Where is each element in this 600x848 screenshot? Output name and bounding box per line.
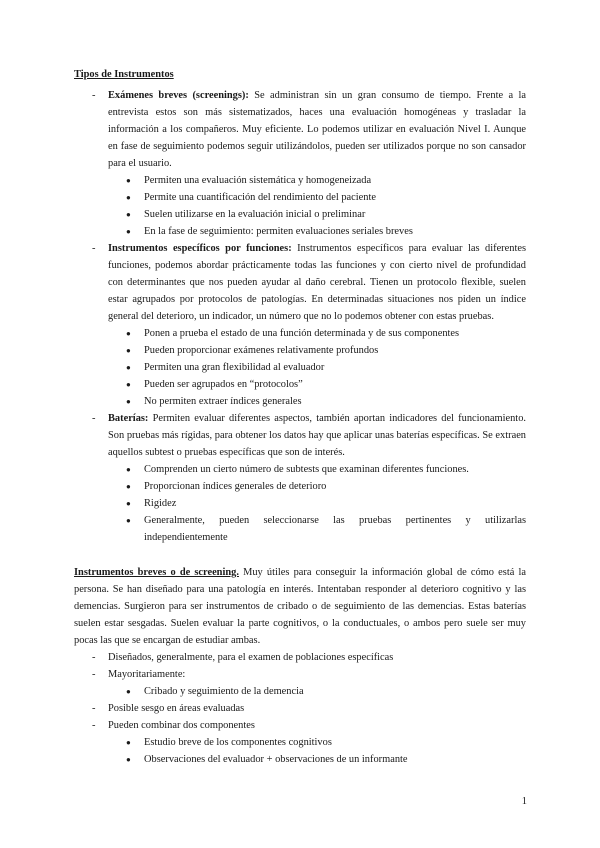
item-text: Pueden combinar dos componentes — [108, 720, 255, 731]
list-item — [74, 87, 526, 240]
bullet-list — [108, 172, 526, 240]
item-text: Posible sesgo en áreas evaluadas — [108, 703, 245, 714]
list-item — [74, 717, 526, 768]
bullet-item: ● Suelen utilizarse en la evaluación inicial o preliminar — [108, 206, 526, 223]
instrument-types-list — [74, 87, 526, 546]
bullet-item: ● Proporcionan índices generales de deterioro — [108, 478, 526, 495]
page-content — [74, 66, 526, 768]
list-item — [74, 666, 526, 700]
bullet-list — [108, 461, 526, 546]
list-item — [74, 700, 526, 717]
item-lead: Exámenes breves (screenings): — [108, 90, 249, 101]
list-item — [74, 240, 526, 410]
section-title: Tipos de Instrumentos — [74, 69, 174, 80]
bullet-item: ● Generalmente, pueden seleccionarse las pruebas pertinentes y utilizarlas independientemente — [108, 512, 526, 546]
section-spacer — [74, 546, 526, 564]
paragraph-lead: Instrumentos breves o de screening. — [74, 567, 239, 578]
bullet-list — [108, 683, 526, 700]
item-text: Diseñados, generalmente, para el examen de poblaciones específicas — [108, 652, 394, 663]
bullet-item: ● Permiten una gran flexibilidad al evaluador — [108, 359, 526, 376]
bullet-item: ● Cribado y seguimiento de la demencia — [108, 683, 526, 700]
item-text: Instrumentos específicos para evaluar las diferentes funciones, podemos abordar prácticamente todas las funciones y con cierto nivel de profundidad con determinantes que nos pueden ayudar al daño cerebral. Tienen un protocolo flexible, suelen estar agrupados por protocolos de patologías. En determinadas situaciones nos piden un índice general del deterioro, un indicador, un número que no lo podemos obtener con estas pruebas. — [108, 243, 526, 322]
screening-list — [74, 649, 526, 768]
screening-paragraph — [74, 564, 526, 649]
bullet-item: ● Permiten una evaluación sistemática y homogeneizada — [108, 172, 526, 189]
item-text: Permiten evaluar diferentes aspectos, también aportan indicadores del funcionamiento. Son pruebas más rígidas, para obtener los datos hay que aplicar unas baterías específicas. Se extraen aquellos subtest o pruebas específicas que son de interés. — [108, 413, 526, 458]
list-item — [74, 410, 526, 546]
bullet-item: ● Pueden ser agrupados en “protocolos” — [108, 376, 526, 393]
bullet-item: ● Rigidez — [108, 495, 526, 512]
paragraph-text: Muy útiles para conseguir la información global de cómo está la persona. Se han diseñado para una patología en interés. Intentaban responder al deterioro cognitivo y las demencias. Surgieron para ser instrumentos de cribado o de seguimiento de las demencias. Estas baterías suelen estar sesgadas. Suelen evaluar la parte cognitivos, o la conductuales, o ambos pero suele ser muy pocas las que se encargan de estudiar ambas. — [74, 567, 526, 646]
bullet-item: ● No permiten extraer índices generales — [108, 393, 526, 410]
item-text: Mayoritariamente: — [108, 669, 186, 680]
bullet-list — [108, 325, 526, 410]
list-item — [74, 649, 526, 666]
page-number: 1 — [521, 796, 527, 807]
bullet-item: ● Observaciones del evaluador + observaciones de un informante — [108, 751, 526, 768]
bullet-item: ● En la fase de seguimiento: permiten evaluaciones seriales breves — [108, 223, 526, 240]
bullet-item: ● Comprenden un cierto número de subtests que examinan diferentes funciones. — [108, 461, 526, 478]
bullet-list — [108, 734, 526, 768]
bullet-item: ● Estudio breve de los componentes cognitivos — [108, 734, 526, 751]
item-text: Se administran sin un gran consumo de tiempo. Frente a la entrevista estos son más sistematizados, haces una evaluación homogéneas y trasladar la información a los compañeros. Muy eficiente. Lo podemos utilizar en evaluación Nivel I. Aunque en fase de seguimiento podemos seguir utilizándolos, pueden ser utilizados porque no son cansador para el usuario. — [108, 90, 526, 169]
bullet-item: ● Permite una cuantificación del rendimiento del paciente — [108, 189, 526, 206]
item-lead: Instrumentos específicos por funciones: — [108, 243, 292, 254]
item-lead: Baterías: — [108, 413, 149, 424]
bullet-item: ● Ponen a prueba el estado de una función determinada y de sus componentes — [108, 325, 526, 342]
bullet-item: ● Pueden proporcionar exámenes relativamente profundos — [108, 342, 526, 359]
